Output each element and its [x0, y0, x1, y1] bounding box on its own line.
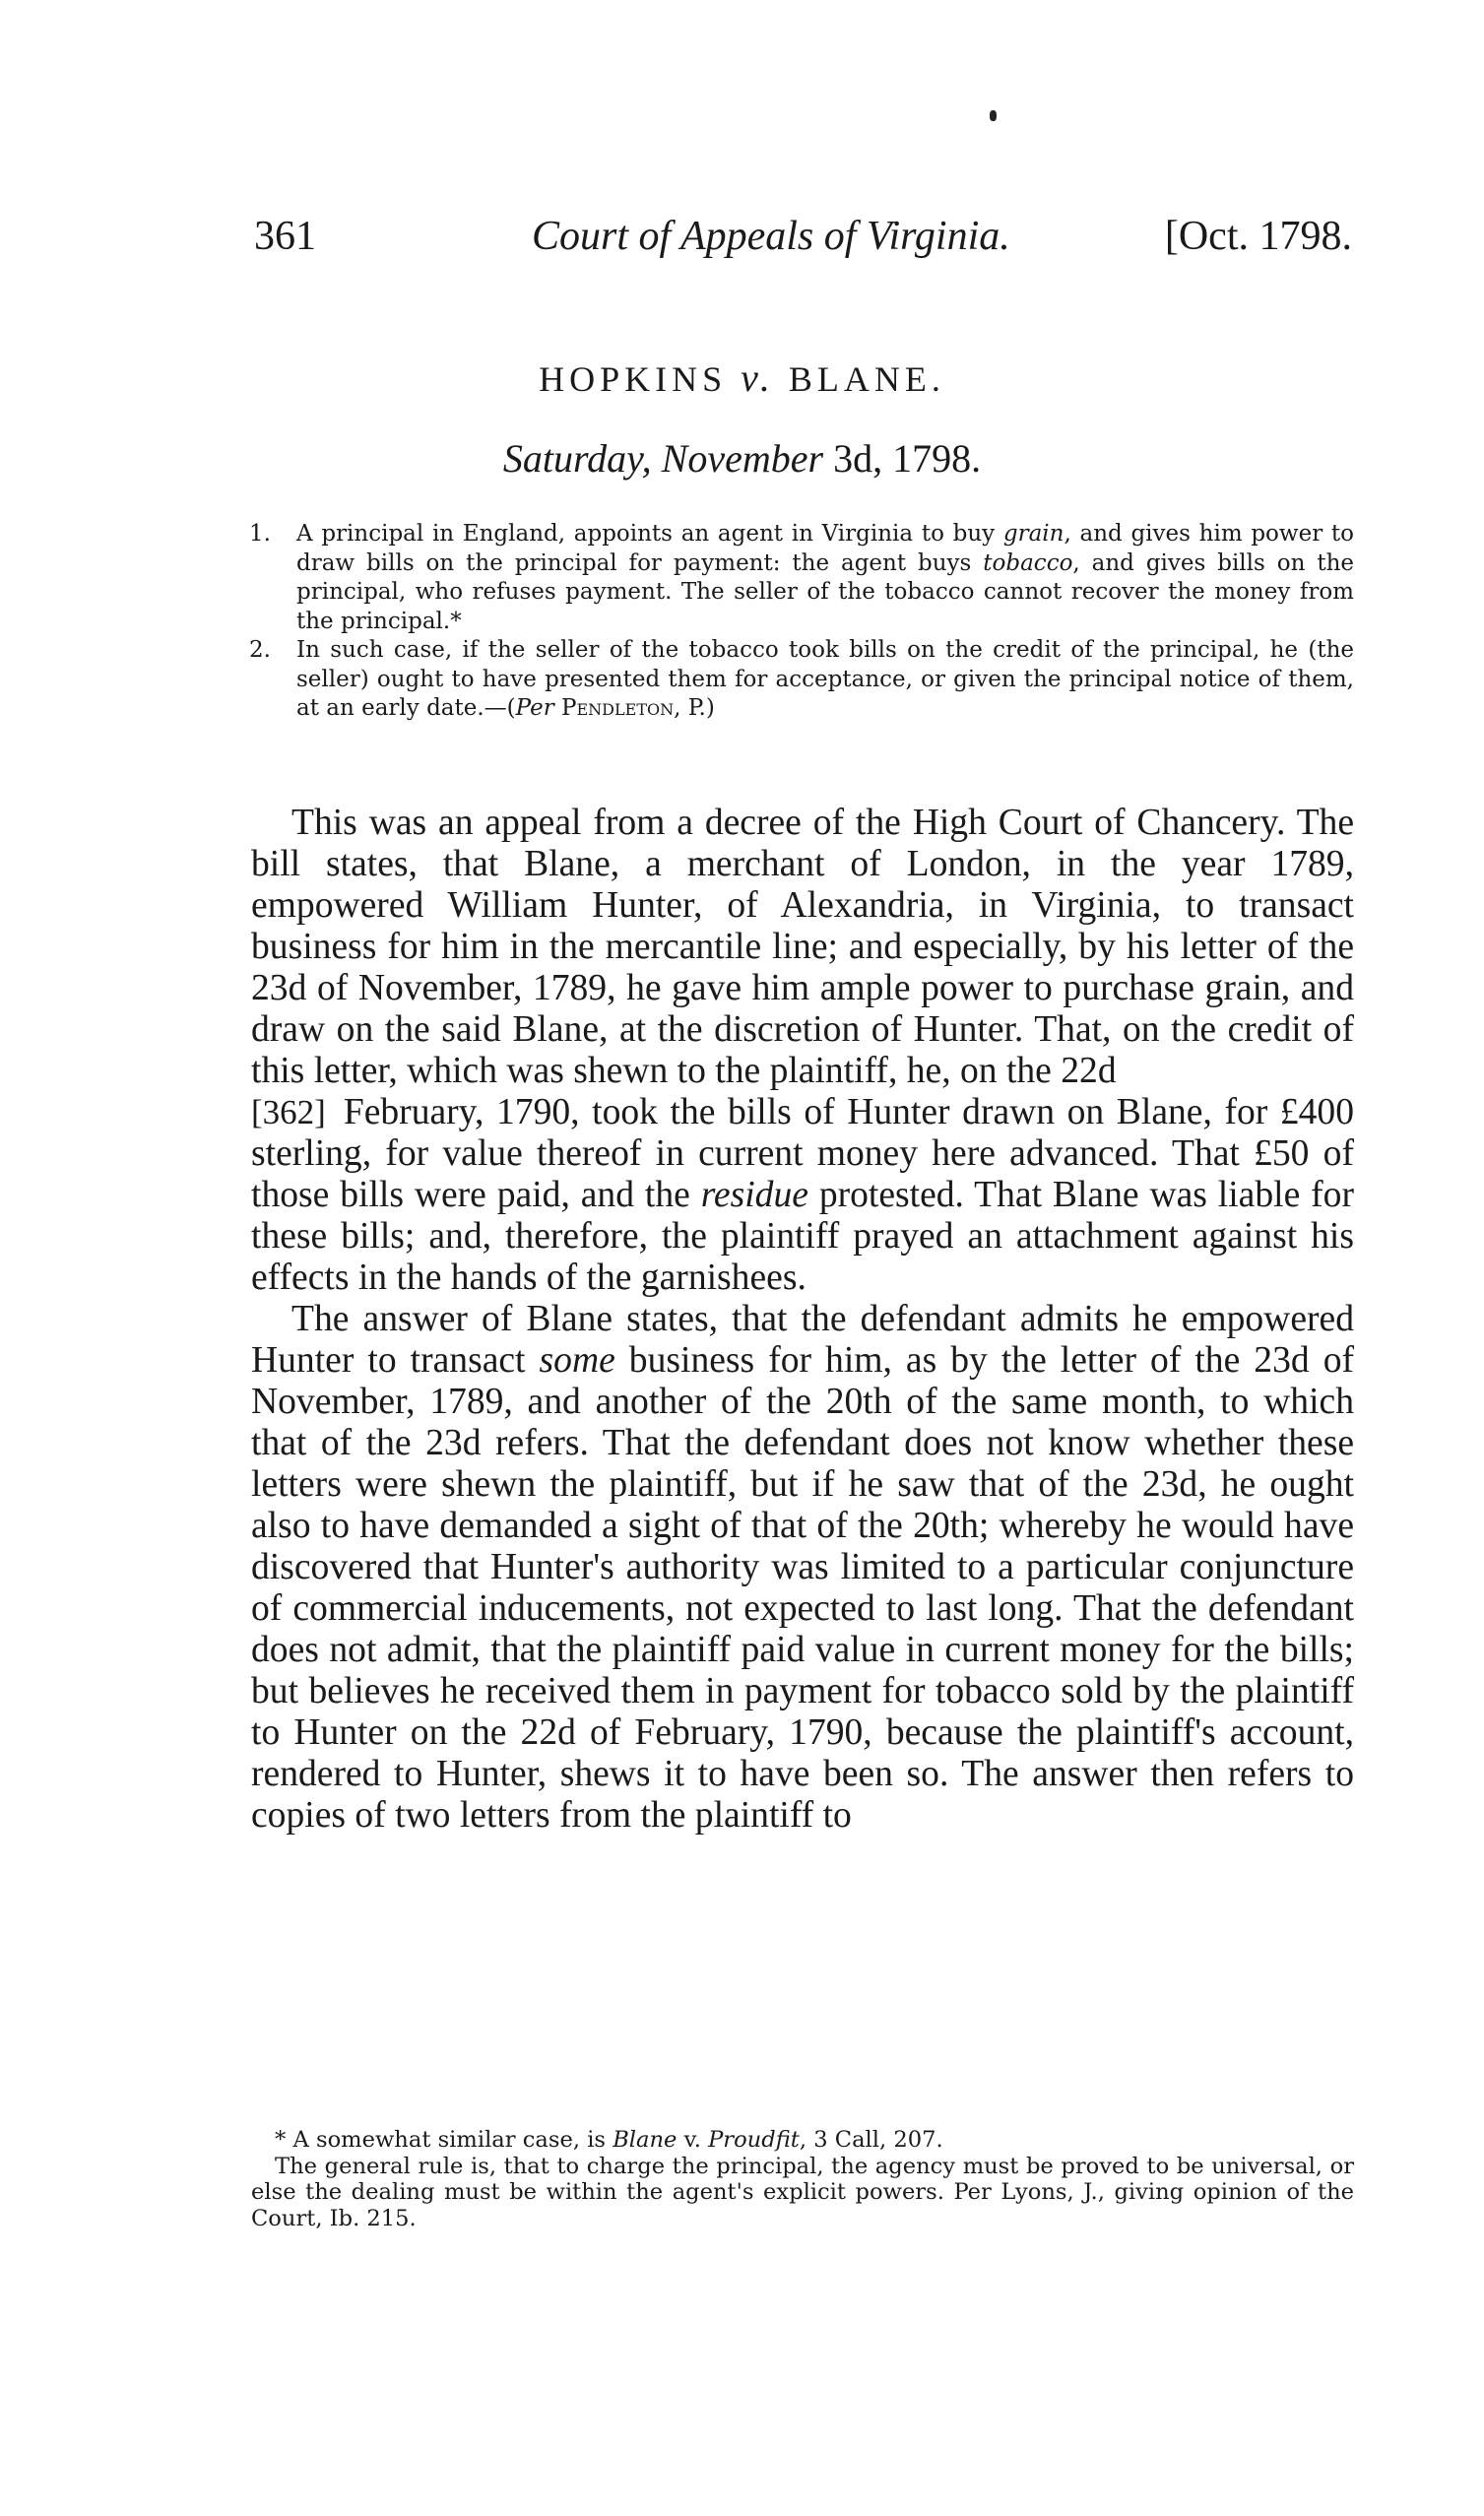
case-date	[0, 433, 1484, 484]
case-date-rest: 3d, 1798.	[833, 436, 982, 481]
versus: v.	[741, 355, 775, 400]
footnote-text: v.	[677, 2127, 709, 2153]
headnote-2	[249, 636, 1354, 724]
case-title	[0, 355, 1484, 403]
court-name: Court of Appeals of Virginia.	[532, 214, 1010, 259]
headnote-text-part: , and gives him power to draw bills on the principal for payment: the agent buys	[296, 521, 1354, 576]
footnote-2	[251, 2154, 1354, 2232]
paragraph-text: protested. That Blane was liable for these bills; and, therefore, the plaintiff prayed an attachment against his effects in the hands of the garnishees.	[251, 1175, 1354, 1298]
headnote-text-part: In such case, if the seller of the tobacco took bills on the credit of the principal, he (the seller) ought to have presented them for acceptance, or given the principal notice of them, at an early date.—(	[296, 637, 1354, 721]
paragraph-italic: residue	[700, 1175, 808, 1215]
headnote-text	[296, 520, 1354, 636]
footnote-italic: Blane	[613, 2127, 677, 2153]
paragraph-text: February, 1790, took the bills of Hunter drawn on Blane, for £400 sterling, for value thereof in current money here advanced. That £50 of those bills were paid, and the	[251, 1092, 1354, 1215]
paragraph-text: business for him, as by the letter of the 23d of November, 1789, and another of the 20th of the same month, to which that of the 23d refers. That the defendant does not know whether these letters were shewn the plaintiff, but if he saw that of the 23d, he ought also to have demanded a sight of that of the 20th; whereby he would have discovered that Hunter's authority was limited to a particular conjuncture of commercial inducements, not expected to last long. That the defendant does not admit, that the plaintiff paid value in current money for the bills; but believes he received them in payment for tobacco sold by the plaintiff to Hunter on the 22d of February, 1790, because the plaintiff's account, rendered to Hunter, shews it to have been so. The answer then refers to copies of two letters from the plaintiff to	[251, 1340, 1355, 1836]
headnote-text-part: A principal in England, appoints an agent in Virginia to buy	[296, 521, 1003, 547]
margin-page-number: [362]	[251, 1093, 326, 1131]
paragraph-text: The answer of Blane states, that the defendant admits he empowered Hunter to transact	[251, 1299, 1354, 1381]
footnote-text: , 3 Call, 207.	[799, 2127, 943, 2153]
footnote-1	[251, 2127, 1354, 2154]
page-number: 361	[254, 214, 316, 259]
running-head	[254, 209, 1352, 264]
paragraph-text: This was an appeal from a decree of the High Court of Chancery. The bill states, that Blane, a merchant of London, in the year 1789, empowered William Hunter, of Alexandria, in Virginia, to transact business for him in the mercantile line; and especially, by his letter of the 23d of November, 1789, he gave him ample power to purchase grain, and draw on the said Blane, at the discretion of Hunter. That, on the credit of this letter, which was shewn to the plaintiff, he, on the 22d	[251, 803, 1354, 1091]
opinion-body	[251, 803, 1354, 1837]
paragraph-1	[251, 803, 1354, 1299]
footnote-italic: Proudfit	[708, 2127, 800, 2153]
term-date: [Oct. 1798.	[1164, 214, 1352, 259]
paragraph-2	[251, 1299, 1354, 1837]
case-date-day: Saturday, November	[502, 436, 824, 481]
headnote-italic: tobacco	[983, 549, 1073, 576]
headnote-italic: grain	[1002, 521, 1065, 547]
headnote-1	[249, 520, 1354, 636]
headnotes	[249, 520, 1354, 724]
defendant-name: BLANE.	[788, 359, 945, 399]
headnote-text	[296, 636, 1354, 724]
headnote-italic: Per	[515, 695, 554, 721]
paragraph-italic: some	[539, 1340, 615, 1381]
footnote-text: The general rule is, that to charge the principal, the agency must be proved to be universal, or else the dealing must be within the agent's explicit powers. Per Lyons, J., giving opinion of the Court, Ib. 215.	[251, 2153, 1354, 2231]
judge-name: Pendleton	[561, 695, 675, 721]
headnote-text-part: , P.)	[674, 695, 715, 721]
footnotes	[251, 2127, 1354, 2231]
footnote-text: * A somewhat similar case, is	[275, 2127, 613, 2153]
headnote-text-part: , and gives bills on the principal, who refuses payment. The seller of the tobacco cannot recover the money from the principal.*	[296, 549, 1354, 634]
headnote-number: 2.	[249, 637, 271, 663]
plaintiff-name: HOPKINS	[539, 359, 728, 399]
ink-speck	[990, 110, 997, 121]
headnote-number: 1.	[249, 521, 271, 547]
